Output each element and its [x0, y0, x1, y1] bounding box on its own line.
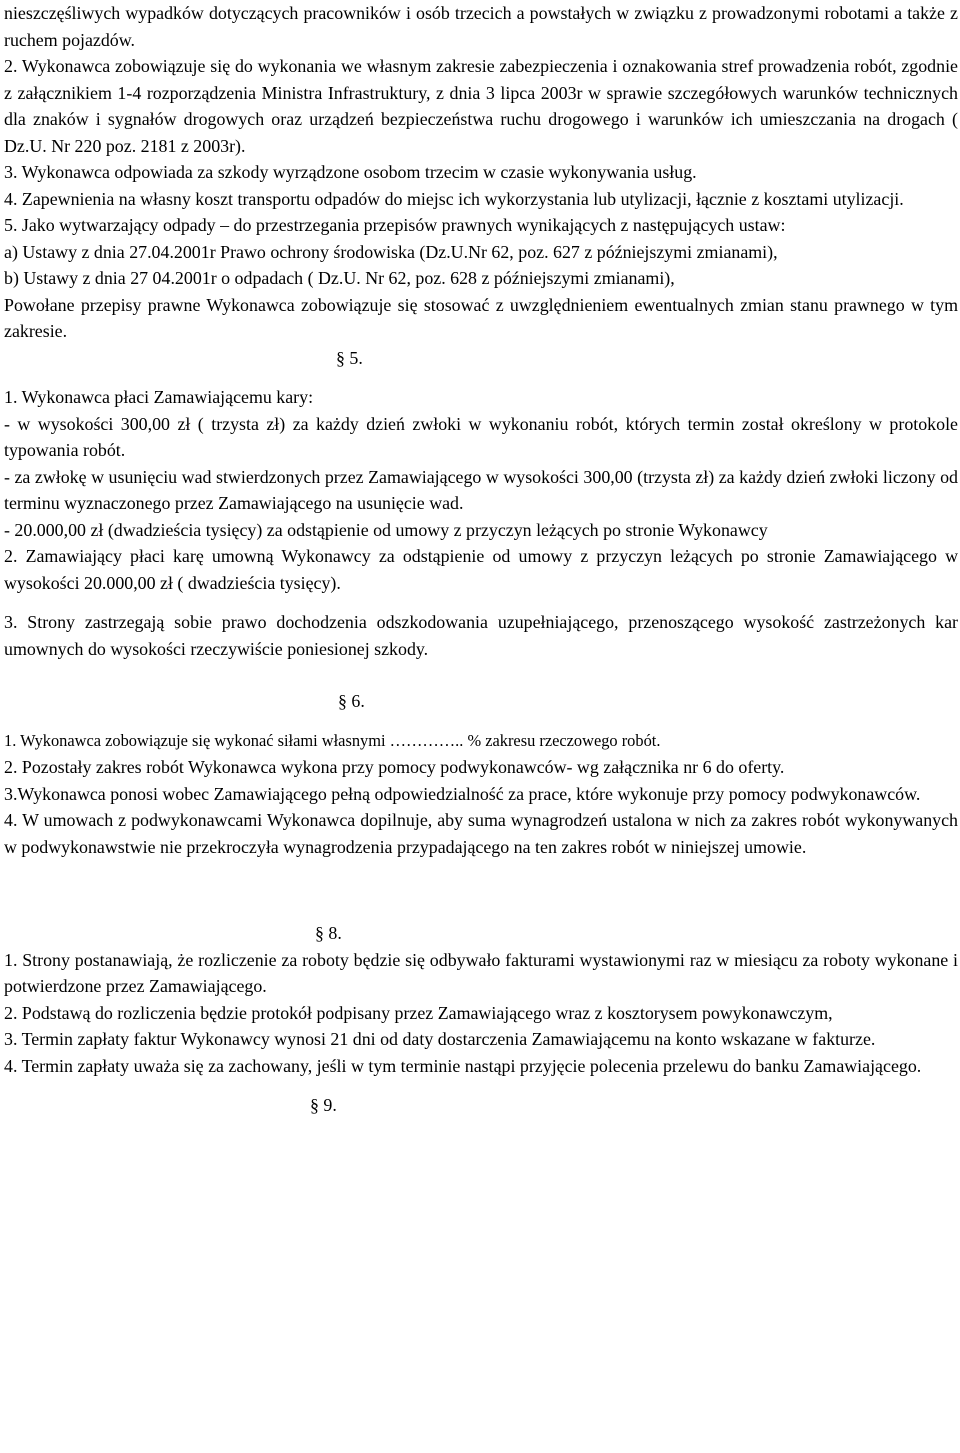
section-9-heading: § 9.: [310, 1095, 337, 1115]
clause-5a: a) Ustawy z dnia 27.04.2001r Prawo ochrony środowiska (Dz.U.Nr 62, poz. 627 z późniejszymi zmianami),: [4, 241, 778, 262]
section-5-item-2: 2. Zamawiający płaci karę umowną Wykonawcy za odstąpienie od umowy z przyczyn leżących po stronie Zamawiającego w wysokości 20.000,00 zł ( dwadzieścia tysięcy).: [4, 546, 958, 593]
section-6-item-4: 4. W umowach z podwykonawcami Wykonawca dopilnuje, aby suma wynagrodzeń ustalona w nich za zakres robót wykonywanych w podwykonawstwie nie przekroczyła wynagrodzenia przypadającego na ten zakres robót w niniejszej umowie.: [4, 810, 958, 857]
section-8-item-3: 3. Termin zapłaty faktur Wykonawcy wynosi 21 dni od daty dostarczenia Zamawiającemu na konto wskazane w fakturze.: [4, 1029, 876, 1049]
section-5-item-3: 3. Strony zastrzegają sobie prawo dochodzenia odszkodowania uzupełniającego, przenoszącego wysokość zastrzeżonych kar umownych do wysokości rzeczywiście poniesionej szkody.: [4, 612, 958, 659]
section-6-item-2: 2. Pozostały zakres robót Wykonawca wykona przy pomocy podwykonawców- wg załącznika nr 6 do oferty.: [4, 757, 785, 777]
section-8-item-4: 4. Termin zapłaty uważa się za zachowany, jeśli w tym terminie nastąpi przyjęcie polecenia przelewu do banku Zamawiającego.: [4, 1055, 922, 1076]
section-5-item-1c: - 20.000,00 zł (dwadzieścia tysięcy) za odstąpienie od umowy z przyczyn leżących po stronie Wykonawcy: [4, 519, 768, 540]
clause-2: 2. Wykonawca zobowiązuje się do wykonania we własnym zakresie zabezpieczenia i oznakowania stref prowadzenia robót, zgodnie z załącznikiem 1-4 rozporządzenia Ministra Infrastruktury, z dnia 3 lipca 2003r w sprawie szczegółowych warunków technicznych dla znaków i sygnałów drogowych oraz urządzeń bezpieczeństwa ruchu drogowego i warunków ich umieszczania na drogach ( Dz.U. Nr 220 poz. 2181 z 2003r).: [4, 56, 958, 156]
section-8-item-2: 2. Podstawą do rozliczenia będzie protokół podpisany przez Zamawiającego wraz z kosztorysem powykonawczym,: [4, 1002, 833, 1023]
section-6-item-3: 3.Wykonawca ponosi wobec Zamawiającego pełną odpowiedzialność za prace, które wykonuje przy pomocy podwykonawców.: [4, 783, 921, 804]
clause-5: 5. Jako wytwarzający odpady – do przestrzegania przepisów prawnych wynikających z następujących ustaw:: [4, 215, 786, 235]
section-6-heading: § 6.: [338, 691, 365, 711]
clause-4: 4. Zapewnienia na własny koszt transportu odpadów do miejsc ich wykorzystania lub utylizacji, łącznie z kosztami utylizacji.: [4, 188, 904, 209]
section-8-item-1: 1. Strony postanawiają, że rozliczenie za roboty będzie się odbywało fakturami wystawionymi raz w miesiącu za roboty wykonane i potwierdzone przez Zamawiającego.: [4, 949, 958, 996]
section-5-heading: § 5.: [336, 347, 363, 368]
section-5-item-1a: - w wysokości 300,00 zł ( trzysta zł) za każdy dzień zwłoki w wykonaniu robót, których termin został określony w protokole typowania robót.: [4, 413, 958, 460]
section-5-item-1b: - za zwłokę w usunięciu wad stwierdzonych przez Zamawiającego w wysokości 300,00 (trzysta zł) za każdy dzień zwłoki liczony od terminu wyznaczonego przez Zamawiającego na usunięcie wad.: [4, 466, 958, 513]
clause-5c: Powołane przepisy prawne Wykonawca zobowiązuje się stosować z uwzględnieniem ewentualnych zmian stanu prawnego w tym zakresie.: [4, 294, 958, 341]
section-6-item-1: 1. Wykonawca zobowiązuje się wykonać siłami własnymi ………….. % zakresu rzeczowego robót.: [4, 730, 661, 750]
clause-3: 3. Wykonawca odpowiada za szkody wyrządzone osobom trzecim w czasie wykonywania usług.: [4, 162, 697, 182]
document-page: [4, 0, 958, 1119]
section-5-item-1: 1. Wykonawca płaci Zamawiającemu kary:: [4, 387, 314, 407]
section-8-heading: § 8.: [315, 923, 342, 943]
clause-5b: b) Ustawy z dnia 27 04.2001r o odpadach ( Dz.U. Nr 62, poz. 628 z późniejszymi zmianami),: [4, 268, 675, 288]
intro-paragraph: nieszczęśliwych wypadków dotyczących pracowników i osób trzecich a powstałych w związku z prowadzonymi robotami a także z ruchem pojazdów.: [4, 3, 958, 50]
